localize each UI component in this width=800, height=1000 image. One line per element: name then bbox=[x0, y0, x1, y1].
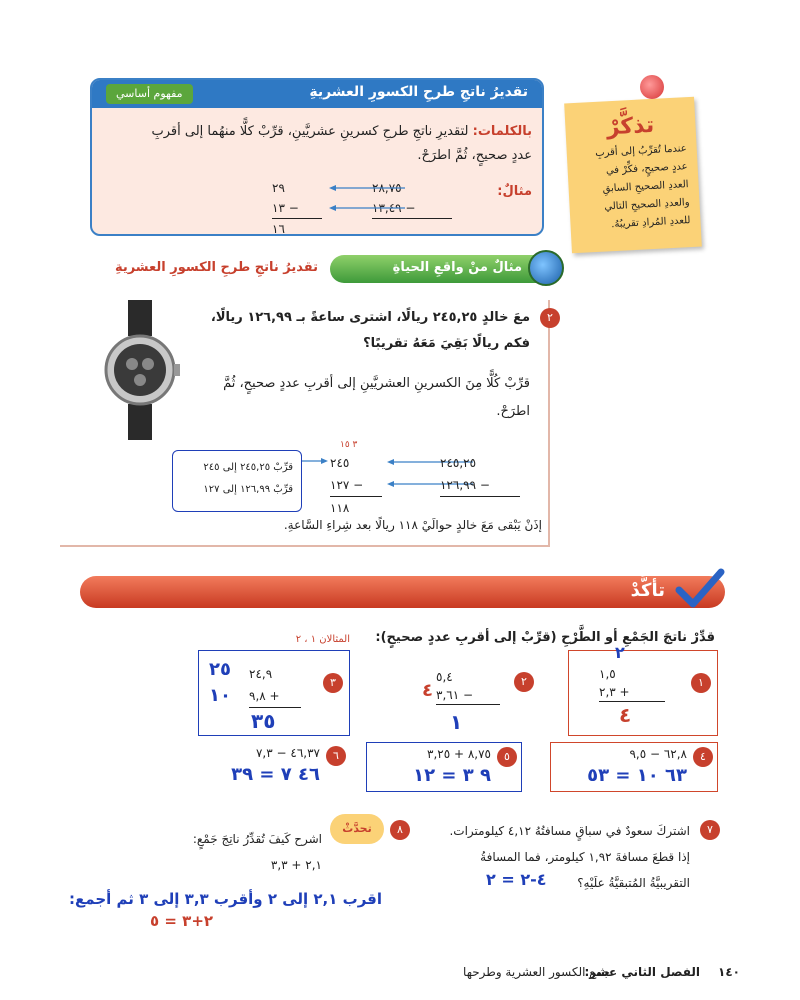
ex-b: ١٣,٤٩ − bbox=[372, 198, 452, 219]
problem-2 bbox=[400, 650, 540, 736]
problem-6-answer: ٤٦ ٧ = ٣٩ bbox=[231, 764, 320, 785]
problem-7-answer: ٤-٢ = ٢ bbox=[486, 870, 547, 889]
problem-1 bbox=[568, 643, 718, 736]
problem-2-result: ١ bbox=[450, 710, 463, 734]
words-text-2: عددٍ صحيحٍ، ثُمَّ اطرَحْ. bbox=[417, 148, 532, 163]
ex-result: ١٦ bbox=[272, 222, 285, 236]
problem-5 bbox=[366, 742, 522, 792]
rounded-result: ١١٨ bbox=[330, 501, 350, 515]
check-banner-text: تأكَّدْ bbox=[630, 580, 665, 601]
problem-3-number: ٣ bbox=[323, 673, 343, 693]
problem-7-line-2: إذا قطعَ مسافةَ ١,٩٢ كيلومتر، فما المسافةُ bbox=[480, 850, 690, 864]
footer-page-number: ١٤٠ bbox=[718, 965, 740, 979]
remember-line: والعددِ الصحيحِ التالي bbox=[604, 197, 690, 213]
problem-6-expression: ٤٦,٣٧ − ٧,٣ bbox=[255, 746, 320, 760]
problem-2-b: ٣,٦١ − bbox=[436, 686, 500, 705]
problem-5-number: ٥ bbox=[497, 747, 517, 767]
ex-b-round: ١٣ − bbox=[272, 198, 322, 219]
problem-6 bbox=[150, 742, 350, 792]
problem-8-text bbox=[132, 826, 322, 878]
rounded-a: ٢٤٥ bbox=[330, 456, 350, 470]
problem-1-number: ١ bbox=[691, 673, 711, 693]
question-line-2: فكم ريالًا بَقِيَ مَعَهُ تقريبًا؟ bbox=[363, 336, 530, 351]
real-life-banner bbox=[330, 255, 560, 283]
problem-8-line-2: ٢,١ + ٣,٣ bbox=[270, 858, 322, 872]
concept-title: تقديرُ ناتجِ طرحِ الكسورِ العشريةِ bbox=[309, 84, 528, 100]
problem-8-answer-1: اقرب ٢,١ إلى ٢ وأقرب ٣,٣ إلى ٣ ثم أجمع: bbox=[69, 890, 382, 908]
rounding-hints bbox=[172, 450, 302, 512]
problem-1-work bbox=[599, 665, 665, 702]
problem-3-work bbox=[249, 663, 301, 708]
check-instruction: قدِّرْ ناتجَ الجَمْعِ أو الطَّرْحِ (قرِّبْ إلى أقربِ عددٍ صحيحٍ): bbox=[375, 630, 715, 645]
example-end-rule bbox=[60, 545, 550, 547]
check-reference: المثالان ١ ، ٢ bbox=[295, 634, 350, 645]
problem-4-expression: ٦٢,٨ − ٩,٥ bbox=[629, 747, 687, 761]
concept-example-round bbox=[272, 178, 322, 236]
problem-3-round-a: ٢٥ bbox=[209, 659, 231, 680]
real-life-banner-text: مثالٌ منْ واقعِ الحياةِ bbox=[392, 260, 522, 275]
rounded-computation bbox=[330, 452, 382, 519]
example-label: مثالٌ: bbox=[497, 184, 532, 199]
solution-line-1: قرِّبْ كُلًّا مِنَ الكسرينِ العشريَّينِ إلى أقربِ عددٍ صحيحٍ، ثُمَّ bbox=[223, 376, 530, 391]
question-line-1: معَ خالدٍ ٢٤٥,٢٥ ريالًا، اشترى ساعةً بـ ١٢٦,٩٩ ريالًا، bbox=[210, 310, 530, 325]
problem-7-number: ٧ bbox=[700, 820, 720, 840]
hint-arrow bbox=[300, 455, 330, 475]
borrow-marks: ٣ ١٥ bbox=[340, 440, 358, 450]
remember-line: للعددِ المُرادِ تقريبُهُ. bbox=[610, 215, 691, 231]
remember-note bbox=[564, 97, 702, 254]
problem-1-result: ٤ bbox=[619, 703, 632, 727]
problem-3-b: ٩,٨ + bbox=[249, 685, 301, 708]
problem-5-expression: ٨,٧٥ + ٣,٢٥ bbox=[427, 747, 491, 761]
problem-7-line-1: اشتركَ سعودٌ في سباقٍ مسافتُهُ ٤,١٢ كيلومترات. bbox=[449, 824, 690, 838]
problem-2-a: ٥,٤ bbox=[436, 670, 453, 684]
remember-line: عددٍ صحيحٍ، فكِّرْ في bbox=[605, 161, 688, 177]
footer-topic: جمع الكسور العشرية وطرحها bbox=[463, 965, 610, 979]
problem-3 bbox=[198, 650, 350, 736]
watch-image bbox=[100, 300, 180, 440]
concept-tag: مفهوم أساسي bbox=[106, 84, 193, 104]
problem-2-rounded: ٤ bbox=[422, 680, 433, 701]
hint-line-2: قرِّبْ ١٢٦,٩٩ إلى ١٢٧ bbox=[203, 484, 293, 495]
concept-words bbox=[102, 120, 532, 168]
ex-a: ٢٨,٧٥ bbox=[372, 181, 402, 195]
problem-1-hand: ٢ bbox=[615, 643, 625, 662]
problem-4-number: ٤ bbox=[693, 747, 713, 767]
words-label: بالكلمات: bbox=[472, 124, 532, 139]
concept-box bbox=[90, 78, 544, 236]
problem-8-answer-2: ٢+٣ = ٥ bbox=[150, 912, 214, 930]
globe-icon bbox=[528, 250, 564, 286]
remember-line: عندما تُقرِّبُ إلى أقربِ bbox=[594, 143, 687, 159]
concept-header bbox=[92, 80, 542, 108]
problem-6-number: ٦ bbox=[326, 746, 346, 766]
problem-7-line-3: التقريبيَّةُ المُتبقيَّةُ علَيْهِ؟ bbox=[577, 876, 690, 890]
conclusion: إذَنْ يَبْقى مَعَ خالدٍ حوالَيْ ١١٨ ريالًا بعد شِراءِ السَّاعةِ. bbox=[283, 518, 542, 532]
problem-3-a: ٢٤,٩ bbox=[249, 667, 273, 681]
check-banner bbox=[80, 576, 725, 608]
talk-bubble: تحدَّثْ bbox=[330, 814, 384, 844]
original-b: ١٢٦,٩٩ − bbox=[440, 474, 520, 497]
footer-chapter: الفصل الثاني عشر: bbox=[584, 965, 700, 979]
rounded-b: ١٢٧ − bbox=[330, 474, 382, 497]
concept-arrows bbox=[327, 180, 407, 220]
problem-4-answer: ٦٣ ١٠ = ٥٣ bbox=[587, 765, 687, 786]
example-rule bbox=[548, 300, 550, 545]
example-number: ٢ bbox=[540, 308, 560, 328]
problem-8-number: ٨ bbox=[390, 820, 410, 840]
problem-2-work bbox=[436, 668, 500, 705]
real-life-question bbox=[200, 305, 530, 357]
problem-2-number: ٢ bbox=[514, 672, 534, 692]
pin-icon bbox=[640, 75, 664, 99]
problem-1-a: ١,٥ bbox=[599, 667, 616, 681]
original-computation bbox=[440, 452, 520, 497]
problem-1-b: ٢,٣ + bbox=[599, 683, 665, 702]
problem-8-line-1: اشرح كَيفَ تُقدِّرُ ناتِجَ جَمْعٍ: bbox=[192, 832, 322, 846]
real-life-solution bbox=[200, 370, 530, 426]
words-text-1: لتقديرِ ناتجِ طرحِ كسرينِ عشريَّينِ، قرِّبْ كلًّا منهُما إلى أقربِ bbox=[151, 124, 469, 139]
problem-3-round-b: ١٠ bbox=[209, 685, 231, 706]
problem-3-result: ٣٥ bbox=[251, 709, 276, 733]
ex-a-round: ٢٩ bbox=[272, 181, 285, 195]
remember-title: تذكَّرْ bbox=[606, 112, 655, 141]
remember-line: العددِ الصحيحِ السابقِ bbox=[602, 179, 689, 195]
problem-4 bbox=[550, 742, 718, 792]
solution-line-2: اطرَحْ. bbox=[496, 404, 530, 419]
checkmark-icon bbox=[675, 568, 725, 610]
remember-text bbox=[566, 136, 701, 241]
real-life-title: تقديرُ ناتجِ طرحِ الكسورِ العشريةِ bbox=[114, 260, 318, 275]
original-a: ٢٤٥,٢٥ bbox=[440, 456, 477, 470]
problem-5-answer: ٩ ٣ = ١٢ bbox=[413, 765, 491, 786]
hint-line-1: قرِّبْ ٢٤٥,٢٥ إلى ٢٤٥ bbox=[203, 462, 293, 473]
